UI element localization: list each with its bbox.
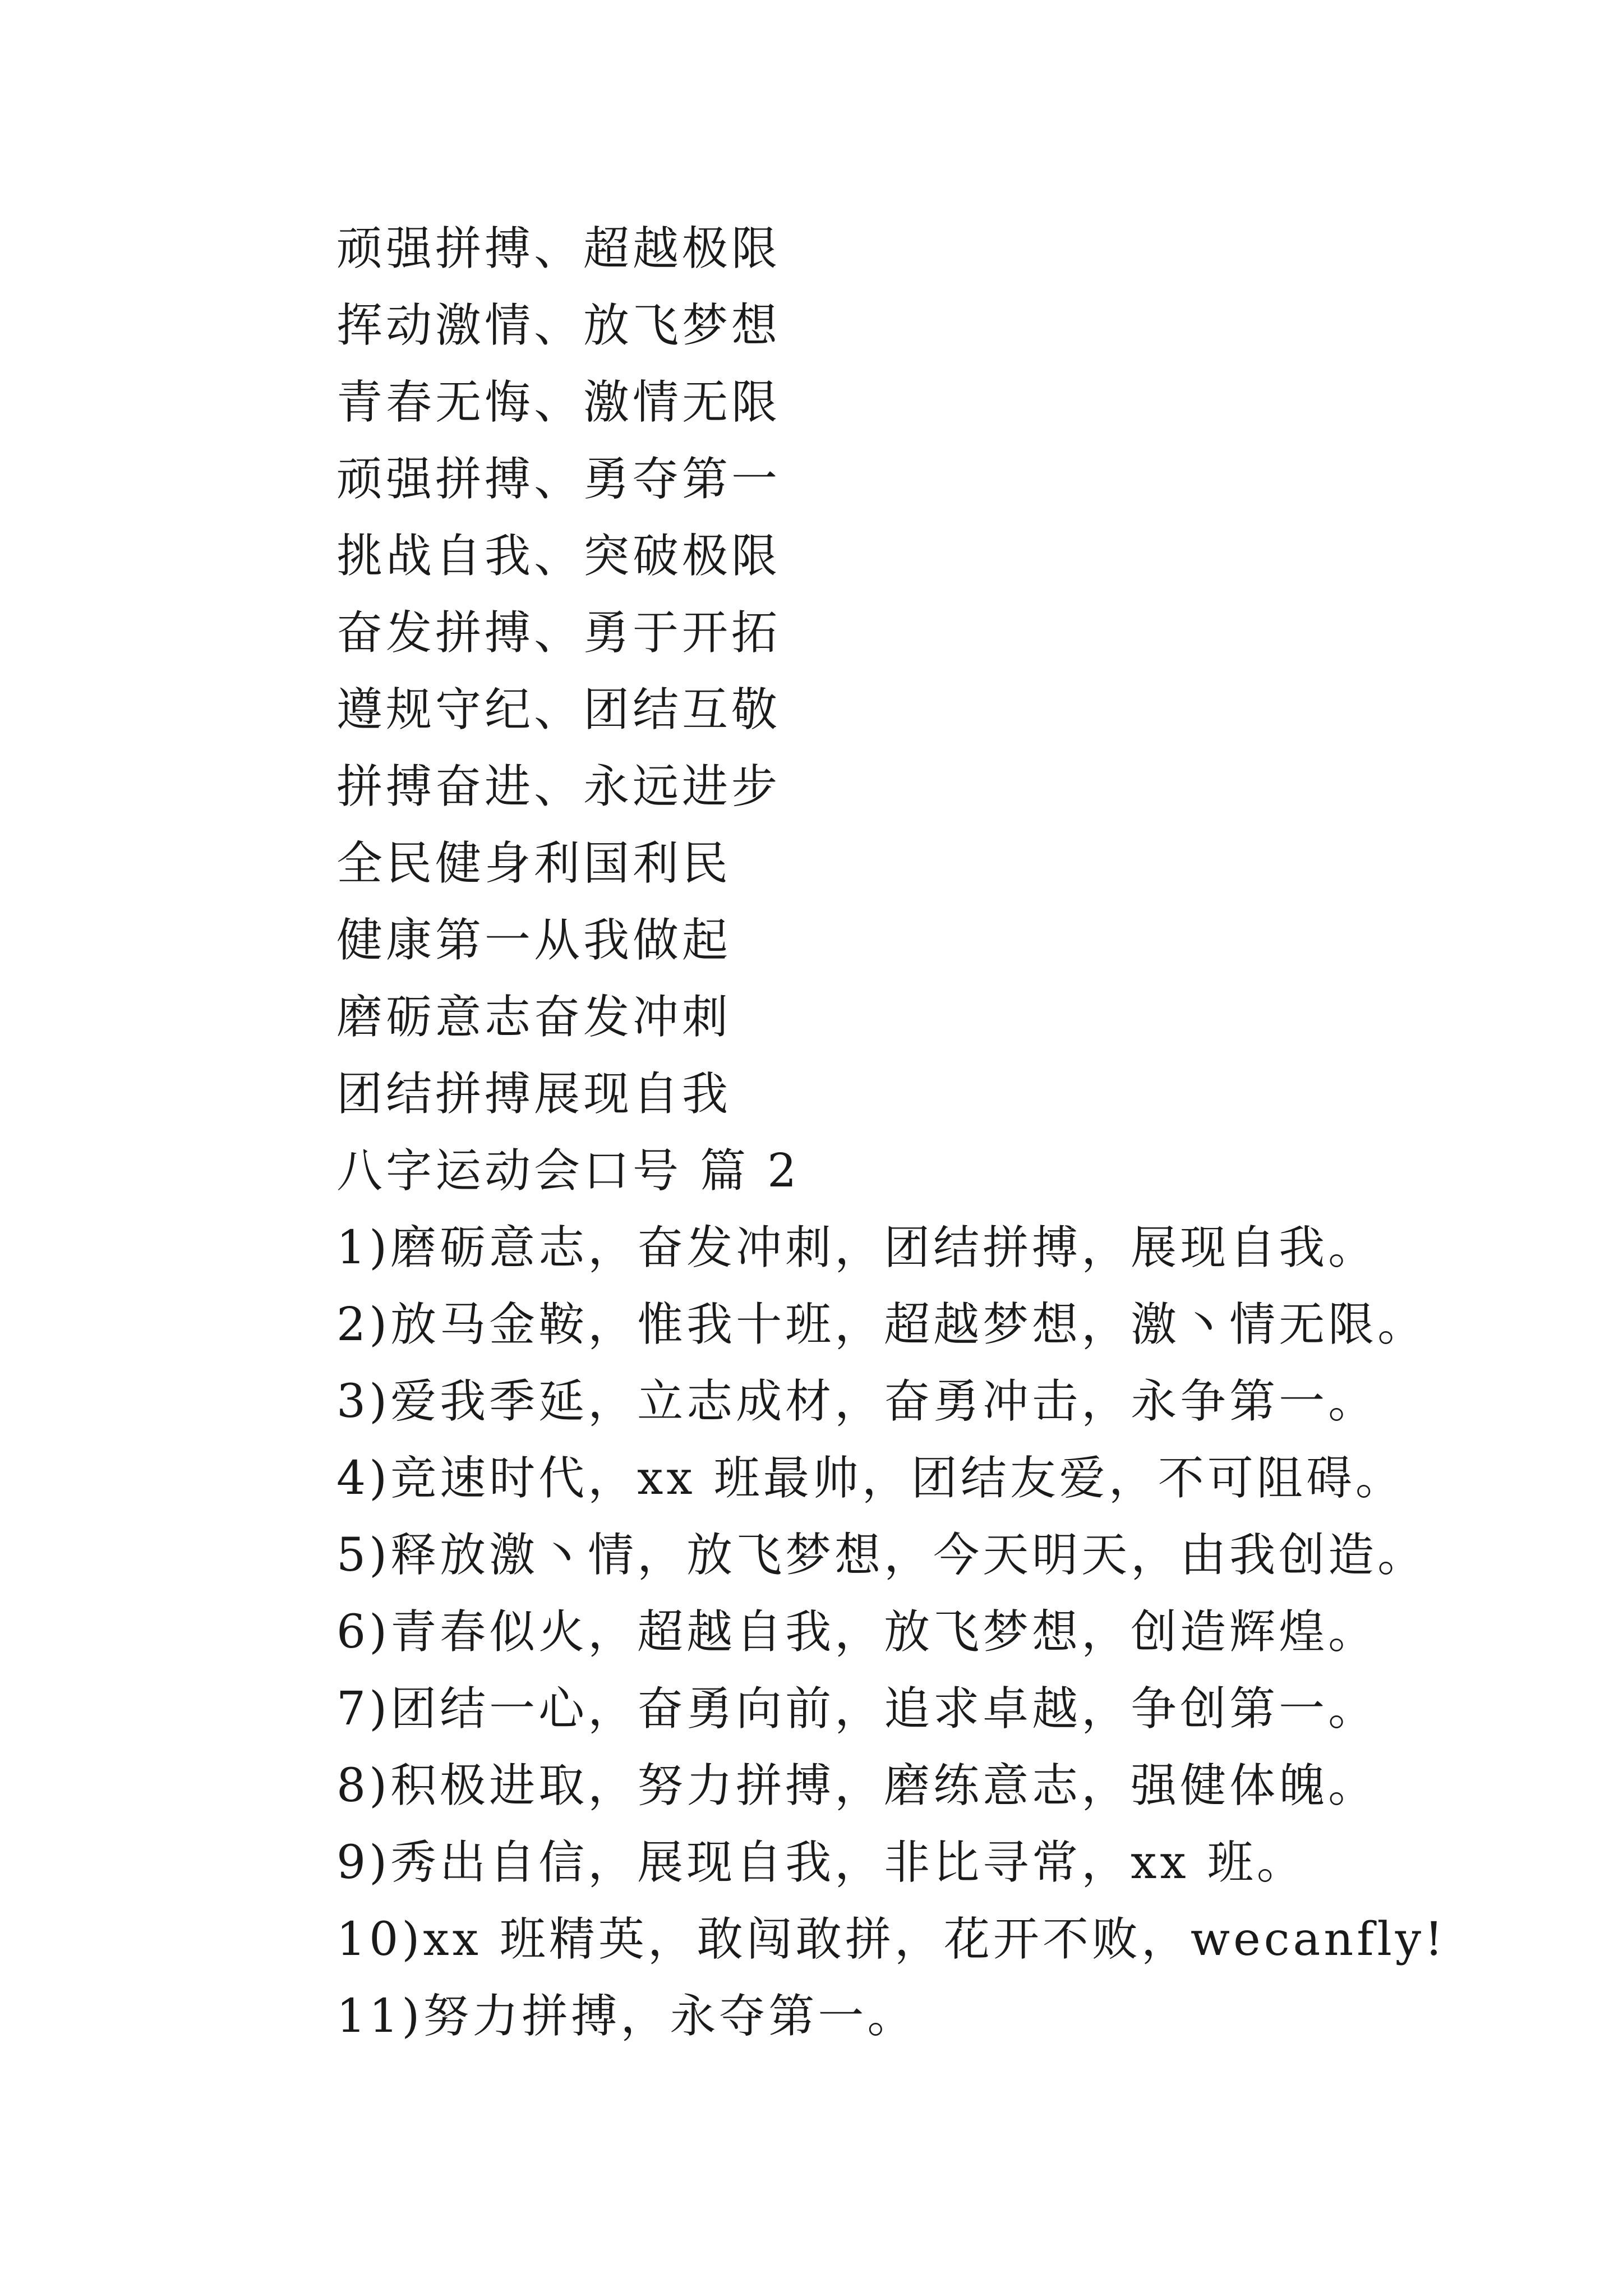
- numbered-slogan: 3)爱我季延，立志成材，奋勇冲击，永争第一。: [336, 1375, 1378, 1428]
- numbered-slogan-list: [336, 1209, 1514, 2055]
- numbered-slogan: 9)秀出自信，展现自我，非比寻常，xx 班。: [336, 1836, 1306, 1889]
- numbered-slogan: 5)释放激丶情，放飞梦想，今天明天，由我创造。: [336, 1529, 1427, 1582]
- slogan-line: 拼搏奋进、永远进步: [336, 760, 781, 813]
- numbered-slogan: 7)团结一心，奋勇向前，追求卓越，争创第一。: [336, 1682, 1378, 1736]
- document-body: [336, 210, 1514, 2055]
- slogan-line: 顽强拼搏、超越极限: [336, 222, 781, 275]
- numbered-slogan: 4)竞速时代，xx 班最帅，团结友爱，不可阻碍。: [336, 1452, 1405, 1505]
- slogan-line: 挥动激情、放飞梦想: [336, 299, 781, 352]
- numbered-slogan: 10)xx 班精英，敢闯敢拼，花开不败，wecanfly!: [336, 1913, 1447, 1966]
- slogan-line: 挑战自我、突破极限: [336, 530, 781, 583]
- slogan-line: 磨砺意志奋发冲刺: [336, 991, 732, 1044]
- slogan-list: [336, 210, 1514, 1133]
- numbered-slogan: 6)青春似火，超越自我，放飞梦想，创造辉煌。: [336, 1605, 1378, 1659]
- slogan-line: 遵规守纪、团结互敬: [336, 683, 781, 737]
- numbered-slogan: 1)磨砺意志，奋发冲刺，团结拼搏，展现自我。: [336, 1221, 1378, 1274]
- numbered-slogan: 8)积极进取，努力拼搏，磨练意志，强健体魄。: [336, 1759, 1378, 1812]
- slogan-line: 团结拼搏展现自我: [336, 1068, 732, 1121]
- numbered-slogan: 2)放马金鞍，惟我十班，超越梦想，激丶情无限。: [336, 1298, 1427, 1351]
- slogan-line: 奋发拼搏、勇于开拓: [336, 606, 781, 660]
- numbered-slogan: 11)努力拼搏，永夺第一。: [336, 1990, 917, 2043]
- slogan-line: 顽强拼搏、勇夺第一: [336, 453, 781, 506]
- slogan-line: 全民健身利国利民: [336, 837, 732, 890]
- section-heading: 八字运动会口号 篇 2: [336, 1144, 800, 1198]
- slogan-line: 青春无悔、激情无限: [336, 376, 781, 429]
- slogan-line: 健康第一从我做起: [336, 914, 732, 967]
